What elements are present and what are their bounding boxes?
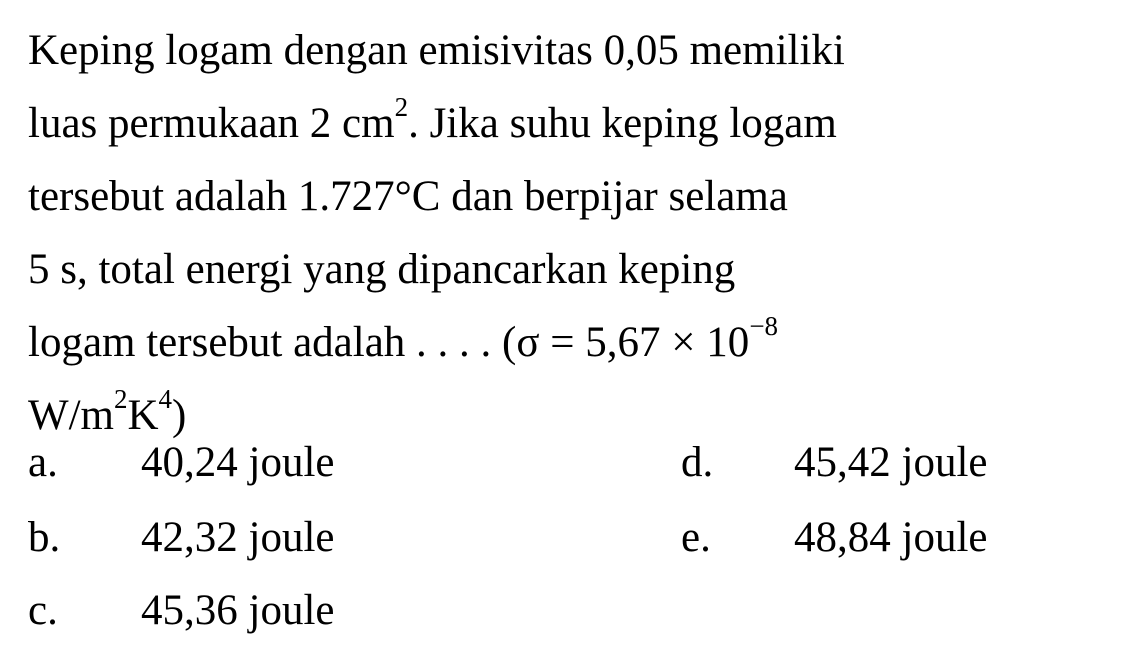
question-line-6 (28, 383, 187, 439)
question-line-5 (28, 310, 779, 366)
question-line-5-text: logam tersebut adalah . . . . (σ = 5,67 × 10 (28, 319, 750, 366)
unit-superscript-4: 4 (158, 383, 173, 414)
question-line-3: tersebut adalah 1.727°C dan berpijar selama (28, 173, 788, 220)
unit-superscript-2: 2 (113, 383, 128, 414)
option-e-letter: e. (681, 514, 711, 561)
question-text (28, 14, 1100, 452)
option-a-value: 40,24 joule (141, 439, 335, 486)
option-c-letter: c. (28, 587, 58, 634)
question-line-4: 5 s, total energi yang dipancarkan keping (28, 246, 736, 293)
question-line-5-superscript: −8 (749, 310, 779, 341)
option-e-value: 48,84 joule (794, 514, 988, 561)
question-line-2-text-a: luas permukaan 2 cm (28, 100, 395, 147)
option-d-letter: d. (681, 439, 714, 486)
unit-k: K (127, 392, 159, 439)
question-line-2-text-b: . Jika suhu keping logam (408, 100, 837, 147)
question-line-1: Keping logam dengan emisivitas 0,05 memiliki (28, 27, 845, 74)
option-c-value: 45,36 joule (141, 587, 335, 634)
question-line-2-superscript: 2 (394, 91, 409, 122)
option-b-letter: b. (28, 514, 61, 561)
unit-wm: W/m (28, 392, 114, 439)
option-a-letter: a. (28, 439, 58, 486)
question-line-2 (28, 91, 837, 147)
unit-close-paren: ) (172, 392, 187, 439)
option-d-value: 45,42 joule (794, 439, 988, 486)
option-b-value: 42,32 joule (141, 514, 335, 561)
